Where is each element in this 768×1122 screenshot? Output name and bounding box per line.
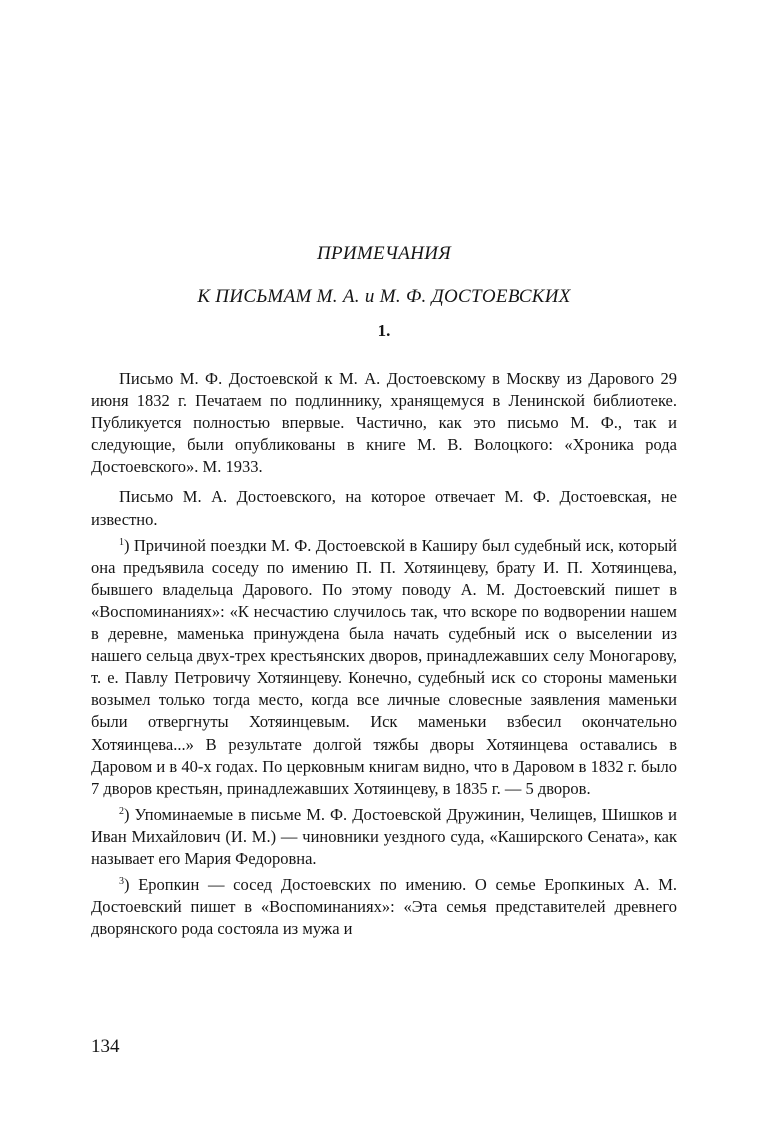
- footnote-marker: 2: [119, 805, 124, 817]
- footnote-text: ) Причиной поездки М. Ф. Достоевской в Каширу был судебный иск, который она предъявила соседу по имению П. П. Хотяинцеву, брату И. П. Хотяинцева, бывшего владельца Дарового. По этому поводу А. М. Достоевский пишет в «Воспоминаниях»: «К несчастию случилось так, что вскоре по водворении нашем в деревне, маменька принуждена была начать судебный иск о выселении из нашего сельца двух-трех крестьянских дворов, принадлежавших селу Моногарову, т. е. Павлу Петровичу Хотяинцеву. Конечно, судебный иск со стороны маменьки возымел только тогда место, когда все личные словесные заявления маменьки были отвергнуты Хотяинцевым. Иск маменьки взбесил окончательно Хотяинцева...» В результате долгой тяжбы дворы Хотяинцева оставались в Даровом и в 40-х годах. По церковным книгам видно, что в Даровом в 1832 г. было 7 дворов крестьян, принадлежавших Хотяинцеву, в 1835 г. — 5 дворов.: [91, 535, 677, 798]
- footnote-text: ) Еропкин — сосед Достоевских по имению. О семье Еропкиных А. М. Достоевский пишет в «Воспоминаниях»: «Эта семья представителей древнего дворянского рода состояла из мужа и: [91, 875, 677, 939]
- footnote-marker: 1: [119, 536, 124, 548]
- footnote-1: [91, 535, 677, 800]
- footnote-text: ) Упоминаемые в письме М. Ф. Достоевской Дружинин, Челищев, Шишков и Иван Михайлович (И. М.) — чиновники уездного суда, «Каширского Сената», как называет его Мария Федоровна.: [91, 804, 677, 868]
- footnote-marker: 3: [119, 876, 124, 888]
- paragraph-2: [91, 486, 677, 530]
- letter-number: 1.: [377, 321, 391, 340]
- notes-subtitle: К ПИСЬМАМ М. А. и М. Ф. ДОСТОЕВСКИХ: [197, 286, 571, 307]
- paragraph-1: [91, 368, 677, 478]
- footnote-2: [91, 804, 677, 870]
- paragraph-text: Письмо М. Ф. Достоевской к М. А. Достоевскому в Москву из Дарового 29 июня 1832 г. Печатаем по подлиннику, хранящемуся в Ленинской библиотеке. Публикуется полностью впервые. Частично, как это письмо М. Ф., так и следующие, были опубликованы в книге М. В. Волоцкого: «Хроника рода Достоевского». М. 1933.: [91, 369, 677, 477]
- page-number: 134: [91, 1036, 120, 1057]
- notes-title: ПРИМЕЧАНИЯ: [316, 243, 452, 264]
- footnote-3: [91, 874, 677, 940]
- paragraph-text: Письмо М. А. Достоевского, на которое отвечает М. Ф. Достоевская, не известно.: [91, 487, 677, 529]
- notes-body: [91, 368, 677, 940]
